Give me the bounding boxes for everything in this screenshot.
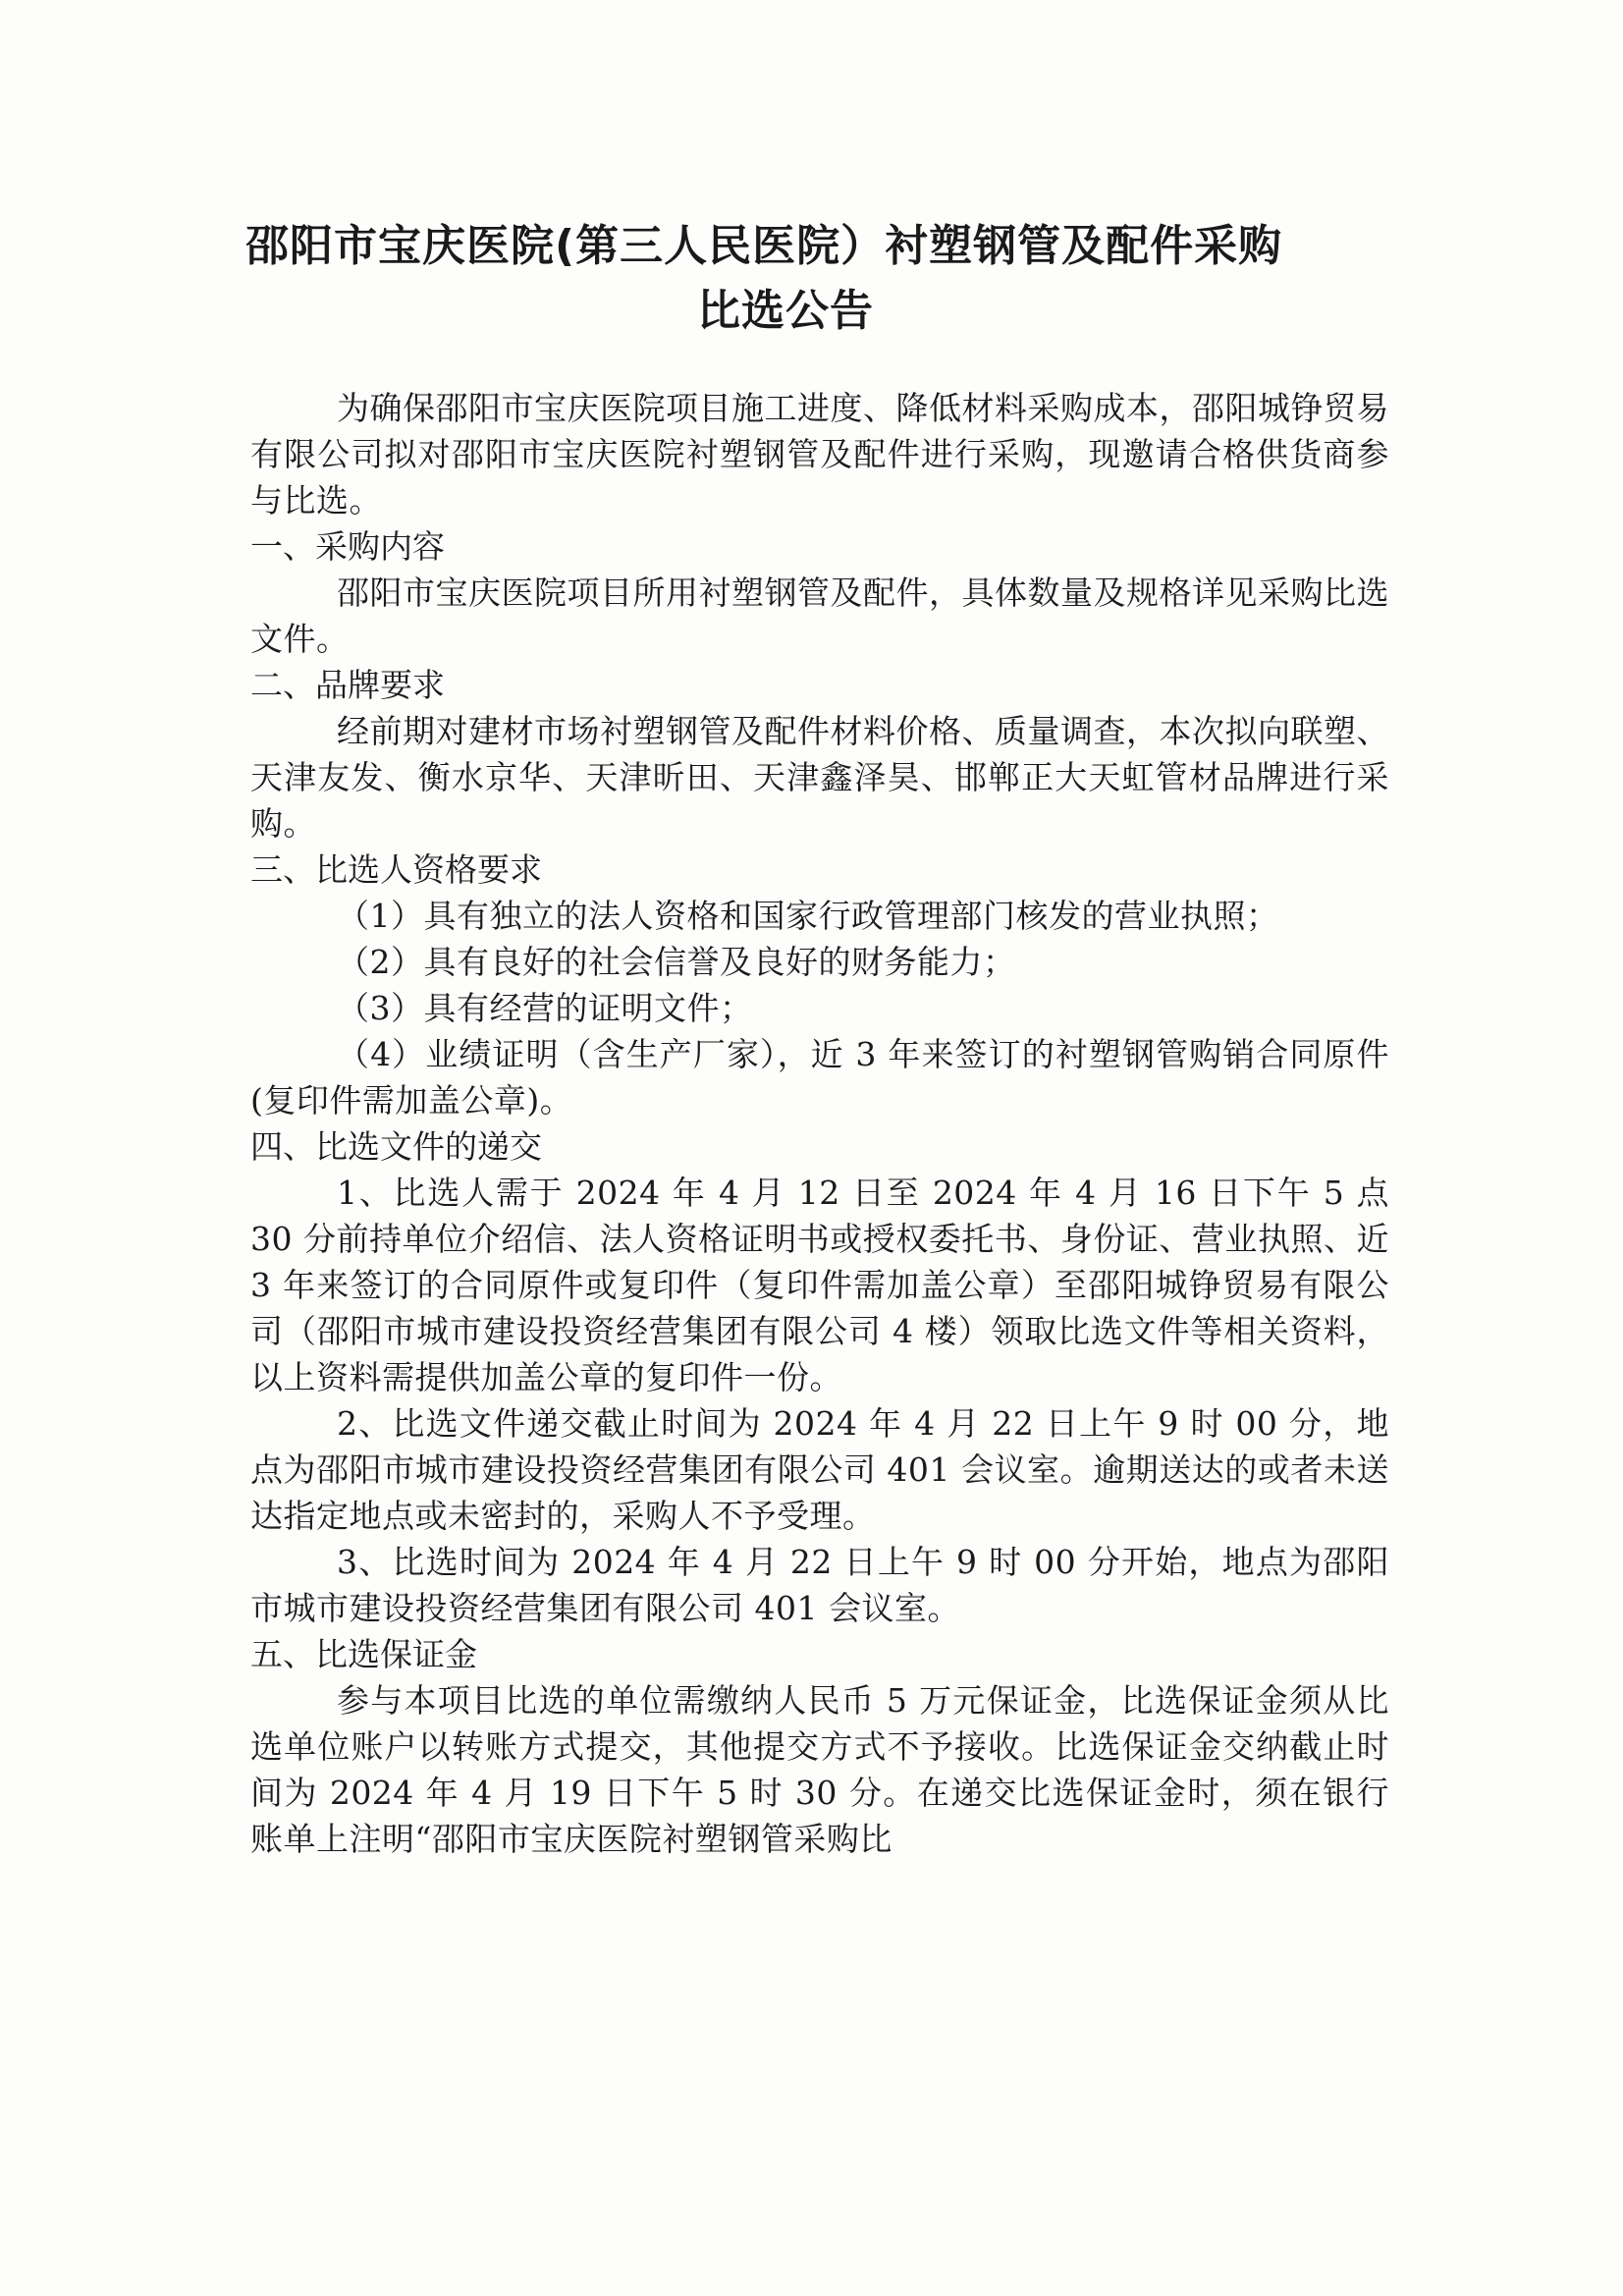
- title-line-2: 比选公告: [697, 286, 874, 336]
- section-1-text: 邵阳市宝庆医院项目所用衬塑钢管及配件，具体数量及规格详见采购比选文件。: [250, 574, 1389, 658]
- title-line-1: 邵阳市宝庆医院(第三人民医院）衬塑钢管及配件采购: [245, 221, 1283, 271]
- section-4-heading: 四、比选文件的递交: [250, 1127, 542, 1166]
- intro-paragraph: 为确保邵阳市宝庆医院项目施工进度、降低材料采购成本，邵阳城铮贸易有限公司拟对邵阳市宝庆医院衬塑钢管及配件进行采购，现邀请合格供货商参与比选。: [250, 389, 1389, 519]
- section-1-heading: 一、采购内容: [250, 527, 445, 566]
- section-5-text: 参与本项目比选的单位需缴纳人民币 5 万元保证金，比选保证金须从比选单位账户以转账方式提交，其他提交方式不予接收。比选保证金交纳截止时间为 2024 年 4 月 19 日下午 5 时 30 分。在递交比选保证金时，须在银行账单上注明“邵阳市宝庆医院衬塑钢管采购比: [250, 1681, 1389, 1858]
- section-3-item: （3）具有经营的证明文件；: [337, 989, 753, 1027]
- section-5-heading: 五、比选保证金: [250, 1635, 477, 1673]
- section-3-item: （4）业绩证明（含生产厂家），近 3 年来签订的衬塑钢管购销合同原件(复印件需加盖公章)。: [250, 1035, 1389, 1120]
- section-2-text: 经前期对建材市场衬塑钢管及配件材料价格、质量调查，本次拟向联塑、天津友发、衡水京华、天津昕田、天津鑫泽昊、邯郸正大天虹管材品牌进行采购。: [250, 712, 1389, 843]
- section-4-item: 1、比选人需于 2024 年 4 月 12 日至 2024 年 4 月 16 日下午 5 点 30 分前持单位介绍信、法人资格证明书或授权委托书、身份证、营业执照、近 3 年来签订的合同原件或复印件（复印件需加盖公章）至邵阳城铮贸易有限公司（邵阳市城市建设投资经营集团有限公司 4 楼）领取比选文件等相关资料，以上资料需提供加盖公章的复印件一份。: [250, 1174, 1389, 1396]
- section-3-heading: 三、比选人资格要求: [250, 850, 542, 889]
- section-3-item: （1）具有独立的法人资格和国家行政管理部门核发的营业执照；: [337, 897, 1279, 935]
- document-body: [250, 385, 1389, 1862]
- section-2-heading: 二、品牌要求: [250, 666, 445, 704]
- section-3-item: （2）具有良好的社会信誉及良好的财务能力；: [337, 943, 1016, 981]
- document-title: [245, 214, 1384, 344]
- section-4-item: 3、比选时间为 2024 年 4 月 22 日上午 9 时 00 分开始，地点为邵阳市城市建设投资经营集团有限公司 401 会议室。: [250, 1543, 1389, 1627]
- section-4-item: 2、比选文件递交截止时间为 2024 年 4 月 22 日上午 9 时 00 分，地点为邵阳市城市建设投资经营集团有限公司 401 会议室。逾期送达的或者未送达指定地点或未密封的，采购人不予受理。: [250, 1404, 1389, 1535]
